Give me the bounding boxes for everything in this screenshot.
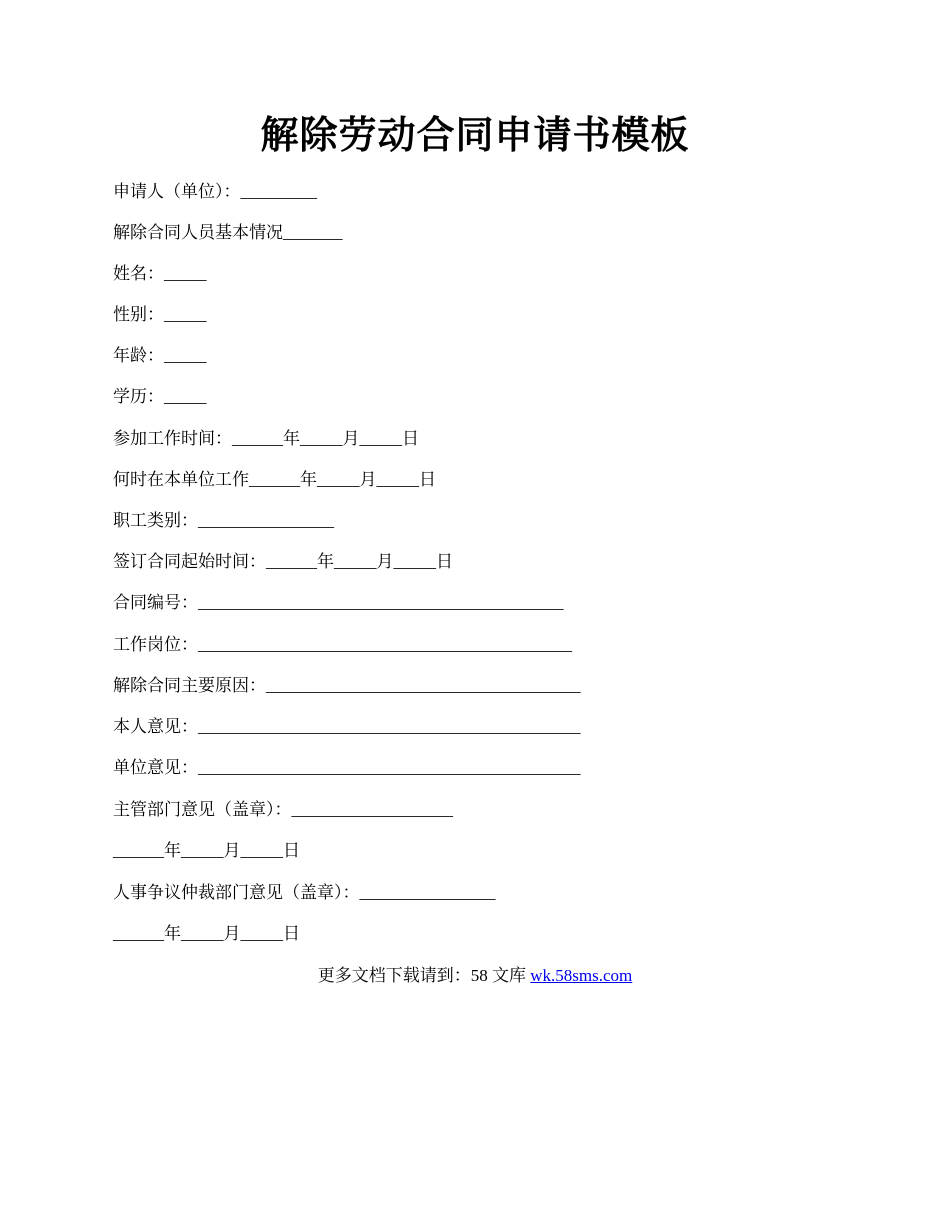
arbitration-date-blank[interactable]: ______年_____月_____日 [113,924,300,943]
arbitration-opinion-label: 人事争议仲裁部门意见（盖章）： [113,883,360,902]
gender-line [113,304,207,326]
arbitration-date-line [113,923,300,945]
contract-number-line [113,592,564,614]
document-title: 解除劳动合同申请书模板 [260,115,690,157]
arbitration-opinion-blank[interactable]: ________________ [359,883,496,902]
age-label: 年龄： [113,346,164,365]
contract-start-line [113,551,453,573]
unit-start-label: 何时在本单位工作 [113,470,249,489]
contract-start-blank[interactable]: ______年_____月_____日 [266,552,453,571]
unit-opinion-label: 单位意见： [113,758,198,777]
supervisor-opinion-label: 主管部门意见（盖章）： [113,800,292,819]
education-line [113,386,207,408]
contract-number-label: 合同编号： [113,593,198,612]
gender-blank[interactable]: _____ [164,305,207,324]
download-footer [0,965,950,987]
applicant-line [113,181,317,203]
basic-info-line [113,222,343,244]
personal-opinion-label: 本人意见： [113,717,198,736]
gender-label: 性别： [113,305,164,324]
termination-reason-blank[interactable]: _____________________________________ [266,676,581,695]
name-line [113,263,207,285]
unit-start-blank[interactable]: ______年_____月_____日 [249,470,436,489]
applicant-blank[interactable]: _________ [240,182,317,201]
basic-info-label: 解除合同人员基本情况 [113,223,283,242]
name-label: 姓名： [113,264,164,283]
contract-number-blank[interactable]: ___________________________________________ [198,593,564,612]
footer-link[interactable]: wk.58sms.com [530,966,633,985]
personal-opinion-line [113,716,581,738]
applicant-label: 申请人（单位）： [113,182,241,201]
unit-opinion-blank[interactable]: _____________________________________________ [198,758,581,777]
education-blank[interactable]: _____ [164,387,207,406]
unit-opinion-line [113,757,581,779]
work-start-blank[interactable]: ______年_____月_____日 [232,429,419,448]
employee-type-blank[interactable]: ________________ [198,511,334,530]
position-blank[interactable]: ____________________________________________ [198,635,572,654]
unit-start-line [113,469,436,491]
employee-type-label: 职工类别： [113,511,198,530]
supervisor-date-blank[interactable]: ______年_____月_____日 [113,841,300,860]
personal-opinion-blank[interactable]: _____________________________________________ [198,717,581,736]
position-line [113,634,572,656]
age-line [113,345,207,367]
arbitration-opinion-line [113,882,496,904]
supervisor-opinion-line [113,799,453,821]
work-start-line [113,428,419,450]
termination-reason-label: 解除合同主要原因： [113,676,266,695]
education-label: 学历： [113,387,164,406]
position-label: 工作岗位： [113,635,198,654]
basic-info-blank[interactable]: _______ [283,223,343,242]
footer-text: 更多文档下载请到：58 文库 [317,966,531,985]
termination-reason-line [113,675,581,697]
work-start-label: 参加工作时间： [113,429,232,448]
supervisor-opinion-blank[interactable]: ___________________ [291,800,453,819]
age-blank[interactable]: _____ [164,346,207,365]
supervisor-date-line [113,840,300,862]
employee-type-line [113,510,334,532]
name-blank[interactable]: _____ [164,264,207,283]
contract-start-label: 签订合同起始时间： [113,552,266,571]
